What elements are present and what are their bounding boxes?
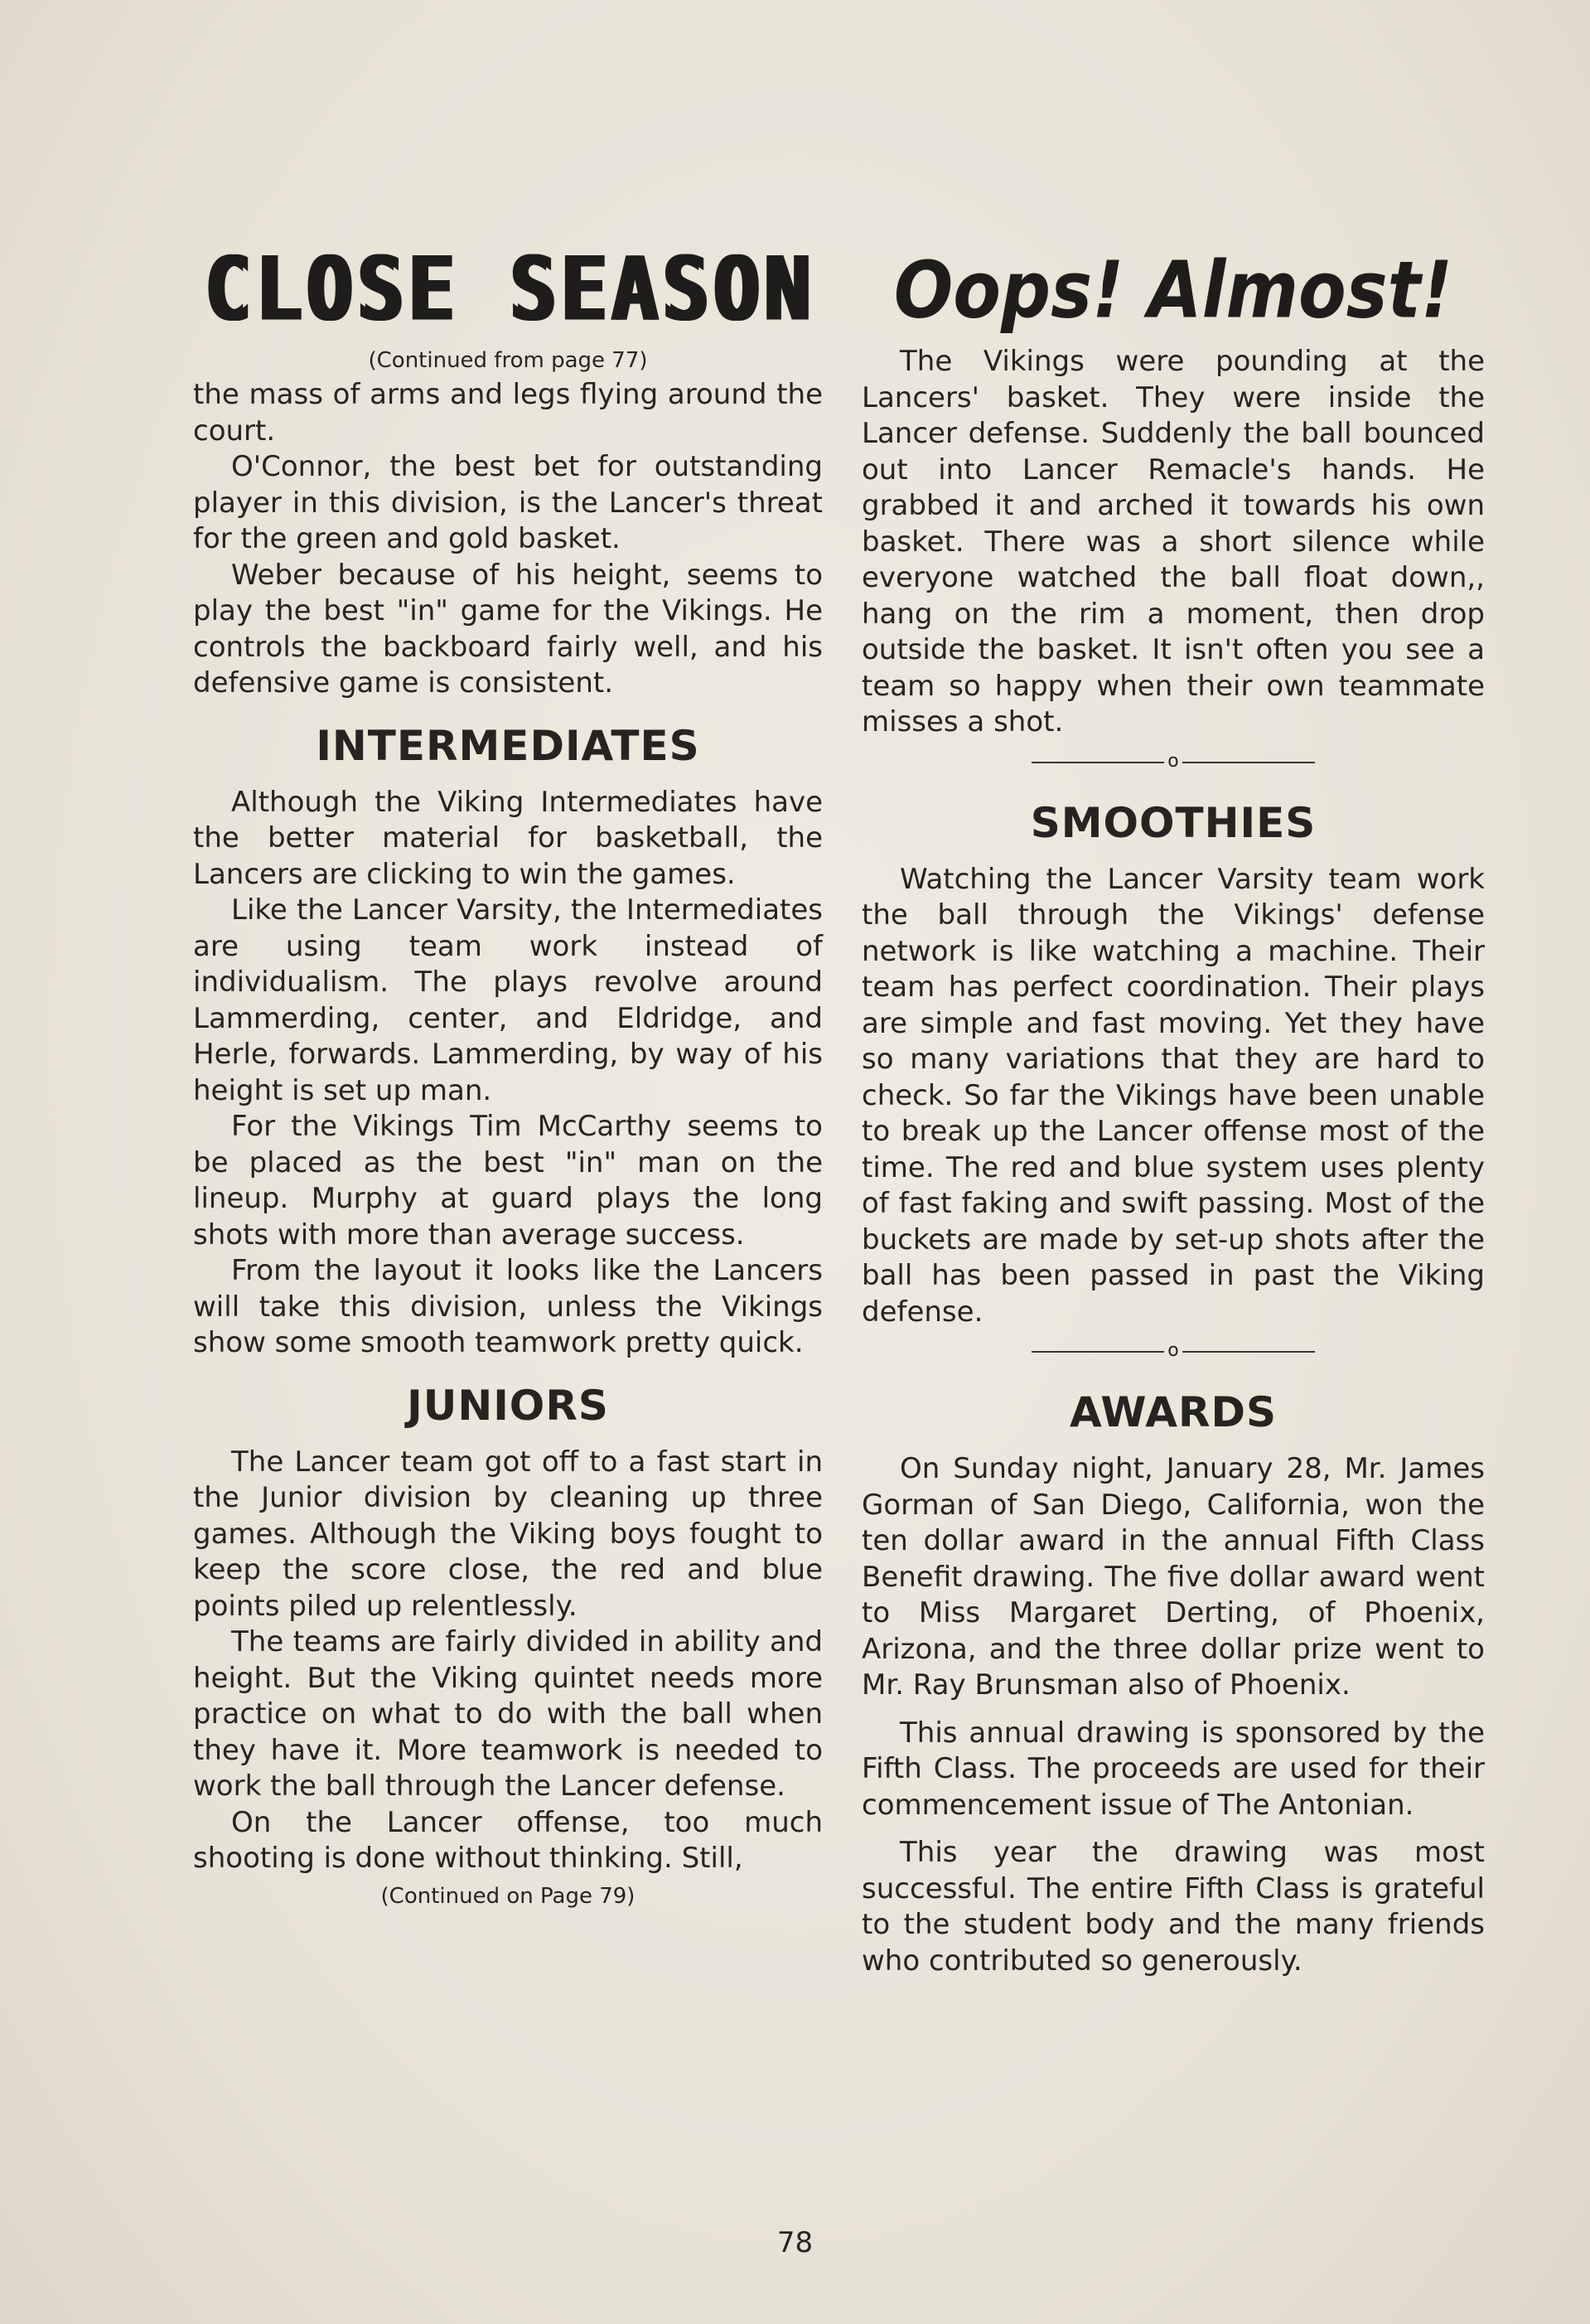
- intermediates-paragraph-2: Like the Lancer Varsity, the Intermediates are using team work instead of individualism. The plays revolve around Lammerding, center, and Eldridge, and Herle, forwards. Lammerding, by way of his height is set up man.: [193, 893, 823, 1107]
- juniors-paragraph-1: The Lancer team got off to a fast start in the Junior division by cleaning up three games. Although the Viking boys fought to keep the score close, the red and blue points piled up relentlessly.: [193, 1445, 823, 1623]
- section-divider-1: [862, 746, 1485, 779]
- smoothies-heading: SMOOTHIES: [1030, 798, 1317, 847]
- juniors-heading: JUNIORS: [407, 1381, 609, 1430]
- intro-paragraph-2: O'Connor, the best bet for outstanding player in this division, is the Lancer's threat for the green and gold basket.: [193, 450, 823, 555]
- juniors-paragraph-2: The teams are fairly divided in ability and height. But the Viking quintet needs more practice on what to do with the ball when they have it. More teamwork is needed to work the ball through the Lancer defense.: [193, 1625, 823, 1803]
- oops-almost-title: Oops! Almost!: [893, 245, 1453, 336]
- intermediates-paragraph-1: Although the Viking Intermediates have the better material for basketball, the Lancers are clicking to win the games.: [193, 785, 823, 891]
- intro-paragraph-3: Weber because of his height, seems to play the best "in" game for the Vikings. He controls the backboard fairly well, and his defensive game is consistent.: [193, 558, 823, 700]
- oops-paragraph: The Vikings were pounding at the Lancers' basket. They were inside the Lancer defense. Suddenly the ball bounced out into Lancer Remacle's hands. He grabbed it and arched it towards his own basket. There was a short silence while everyone watched the ball float down,, hang on the rim a moment, then drop outside the basket. It isn't often you see a team so happy when their own teammate misses a shot.: [862, 345, 1485, 738]
- awards-paragraph-3: This year the drawing was most successful. The entire Fifth Class is grateful to the student body and the many friends who contributed so generously.: [862, 1836, 1485, 1978]
- divider-ornament: o: [1167, 750, 1179, 772]
- juniors-paragraph-3: On the Lancer offense, too much shooting is done without thinking. Still,: [193, 1805, 823, 1875]
- intermediates-heading: INTERMEDIATES: [316, 721, 700, 770]
- awards-paragraph-2: This annual drawing is sponsored by the Fifth Class. The proceeds are used for their commencement issue of The Antonian.: [862, 1716, 1485, 1822]
- oops-almost-masthead: [862, 236, 1485, 344]
- awards-paragraph-1: On Sunday night, January 28, Mr. James Gorman of San Diego, California, won the ten dollar award in the annual Fifth Class Benefit drawing. The five dollar award went to Miss Margaret Derting, of Phoenix, Arizona, and the three dollar prize went to Mr. Ray Brunsman also of Phoenix.: [862, 1452, 1485, 1702]
- divider-line: [1182, 762, 1315, 763]
- divider-line: [1032, 1351, 1164, 1353]
- intermediates-paragraph-4: From the layout it looks like the Lancers will take this division, unless the Vikings show some smooth teamwork pretty quick.: [193, 1254, 823, 1359]
- intermediates-paragraph-3: For the Vikings Tim McCarthy seems to be placed as the best "in" man on the lineup. Murphy at guard plays the long shots with more than average success.: [193, 1110, 823, 1252]
- smoothies-paragraph: Watching the Lancer Varsity team work the ball through the Vikings' defense network is like watching a machine. Their team has perfect coordination. Their plays are simple and fast moving. Yet they have so many variations that they are hard to check. So far the Vikings have been unable to break up the Lancer offense most of the time. The red and blue system uses plenty of fast faking and swift passing. Most of the buckets are made by set-up shots after the ball has been passed in past the Viking defense.: [862, 862, 1485, 1329]
- divider-line: [1182, 1351, 1315, 1353]
- divider-ornament: o: [1167, 1340, 1179, 1361]
- right-column: [862, 236, 1485, 1979]
- close-season-masthead: [193, 236, 823, 344]
- awards-heading: AWARDS: [1069, 1388, 1278, 1436]
- divider-line: [1032, 762, 1164, 763]
- intro-paragraph-1: the mass of arms and legs flying around the court.: [193, 378, 823, 448]
- paragraph-gap: [862, 1704, 1485, 1716]
- paragraph-gap: [862, 1823, 1485, 1835]
- section-divider-2: [862, 1335, 1485, 1368]
- page-number: 78: [776, 2226, 814, 2259]
- continued-on-note: (Continued on Page 79): [380, 1883, 636, 1909]
- continued-from-note: (Continued from page 77): [368, 348, 648, 373]
- left-column: [193, 236, 823, 1910]
- close-season-title: CLOSE SEASON: [202, 238, 814, 341]
